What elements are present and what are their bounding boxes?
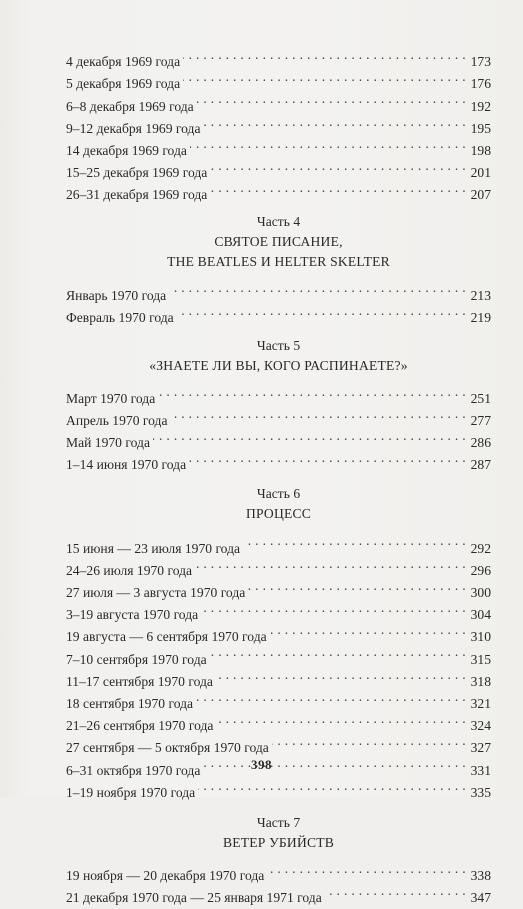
toc-entry-label: 5 декабря 1969 года	[66, 76, 181, 92]
toc-entry-page: 347	[470, 890, 491, 906]
toc-entry-page: 315	[470, 651, 491, 667]
part-heading-6	[66, 484, 491, 524]
toc-entry-page: 201	[470, 165, 491, 181]
toc-group-part-5	[66, 381, 491, 473]
part-number: Часть 5	[256, 337, 301, 353]
leader-dots	[270, 619, 466, 641]
part-heading-5	[66, 336, 491, 376]
toc-entry-page: 287	[470, 457, 491, 473]
toc-entry-label: Май 1970 года	[66, 435, 150, 451]
toc-entry-label: 14 декабря 1969 года	[66, 142, 187, 158]
leader-dots	[210, 155, 466, 177]
part-number: Часть 7	[256, 814, 301, 830]
toc-entry	[66, 277, 491, 303]
toc-entry-page: 318	[470, 673, 491, 689]
toc-entry-label: 15 июня — 23 июля 1970 года	[66, 540, 241, 556]
toc-entry-label: 7–10 сентября 1970 года	[66, 651, 207, 667]
toc-entry-label: 21 декабря 1970 года — 25 января 1971 года	[66, 890, 322, 906]
toc-entry-label: 6–8 декабря 1969 года	[66, 98, 194, 114]
toc-entry-label: 27 июля — 3 августа 1970 года	[66, 585, 246, 600]
toc-entry-label: 3–19 августа 1970 года	[66, 607, 199, 623]
toc-entry	[66, 44, 491, 70]
part-title-line: ВЕТЕР УБИЙСТВ	[222, 834, 335, 850]
leader-dots	[201, 597, 466, 619]
part-heading-4	[66, 212, 491, 272]
leader-dots	[204, 111, 466, 133]
leader-dots	[216, 708, 466, 730]
toc-entry-label: 9–12 декабря 1969 года	[66, 120, 201, 136]
leader-dots	[243, 530, 466, 552]
leader-dots	[189, 447, 466, 469]
toc-entry-page: 331	[470, 762, 491, 778]
toc-entry-page: 338	[470, 867, 491, 883]
toc-entry-label: Февраль 1970 года	[66, 309, 174, 325]
toc-entry-page: 219	[470, 309, 491, 325]
leader-dots	[158, 381, 466, 403]
leader-dots	[267, 858, 466, 880]
toc-entry-label: 19 августа — 6 сентября 1970 года	[66, 629, 267, 645]
toc-entry-page: 327	[470, 740, 491, 756]
toc-entry	[66, 858, 491, 883]
toc-entry-label: Март 1970 года	[66, 390, 156, 406]
toc-entry-page: 192	[470, 98, 491, 114]
toc-entry-page: 292	[470, 540, 491, 556]
leader-dots	[196, 686, 466, 708]
leader-dots	[195, 553, 466, 575]
part-title-line: СВЯТОЕ ПИСАНИЕ,	[214, 234, 343, 250]
toc-entry-label: 21–26 сентября 1970 года	[66, 718, 214, 734]
toc-entry-label: 24–26 июля 1970 года	[66, 562, 193, 578]
toc-entry-page: 304	[470, 607, 491, 623]
toc-entry-label: 27 сентября — 5 октября 1970 года	[66, 740, 269, 756]
toc-entry-page: 198	[470, 142, 491, 158]
toc-entry-page: 310	[470, 629, 491, 645]
toc-entry-page: 173	[470, 54, 491, 70]
toc-entry-label: 19 ноября — 20 декабря 1970 года	[66, 867, 265, 883]
toc-entry-label: 1–14 июня 1970 года	[66, 457, 187, 473]
toc-entry-page: 207	[470, 187, 491, 203]
toc-entry-label: 18 сентября 1970 года	[66, 695, 194, 711]
leader-dots	[210, 177, 466, 199]
toc-entry-page: 277	[470, 413, 491, 429]
leader-dots	[177, 300, 466, 322]
toc-entry-page: 286	[470, 435, 491, 451]
leader-dots	[325, 880, 466, 902]
toc-entry-page: 324	[470, 718, 491, 734]
toc-entry-page: 213	[470, 287, 491, 303]
toc-entry-label: 11–17 сентября 1970 года	[66, 673, 213, 689]
toc-entry	[66, 530, 491, 556]
toc-entry-label: 6–31 октября 1970 года	[66, 762, 201, 778]
leader-dots	[170, 403, 466, 425]
toc-entry-page: 251	[470, 390, 491, 406]
toc-entry-label: Апрель 1970 года	[66, 413, 168, 429]
leader-dots	[183, 66, 466, 88]
toc-entry-label: 15–25 декабря 1969 года	[66, 165, 208, 181]
toc-entry-label: 4 декабря 1969 года	[66, 54, 181, 70]
part-number: Часть 4	[256, 214, 301, 230]
leader-dots	[153, 425, 466, 447]
toc-entry-page: 335	[470, 784, 491, 800]
part-title-line: ПРОЦЕСС	[245, 506, 311, 522]
toc-entry-page: 300	[470, 585, 491, 600]
toc-group-december-1969	[66, 44, 491, 203]
toc-group-part-7	[66, 858, 491, 906]
toc-entry-label: Январь 1970 года	[66, 287, 167, 303]
toc-entry-label: 26–31 декабря 1969 года	[66, 187, 208, 203]
table-of-contents	[66, 44, 491, 906]
leader-dots	[197, 88, 466, 110]
leader-dots	[198, 775, 466, 797]
toc-group-part-4	[66, 277, 491, 325]
page-number: 398	[251, 757, 272, 772]
toc-entry-page: 296	[470, 562, 491, 578]
toc-entry-label: 1–19 ноября 1970 года	[66, 784, 196, 800]
part-number: Часть 6	[256, 486, 301, 502]
leader-dots	[272, 730, 466, 752]
toc-entry-page: 321	[470, 695, 491, 711]
part-heading-7	[66, 813, 491, 853]
toc-entry-page: 176	[470, 76, 491, 92]
part-title-line: «ЗНАЕТЕ ЛИ ВЫ, КОГО РАСПИНАЕТЕ?»	[149, 357, 408, 373]
leader-dots	[190, 133, 466, 155]
leader-dots	[169, 277, 466, 299]
leader-dots	[248, 575, 466, 597]
leader-dots	[216, 664, 466, 686]
leader-dots	[183, 44, 466, 66]
part-title-line: THE BEATLES И HELTER SKELTER	[167, 254, 390, 270]
toc-entry-page: 195	[470, 120, 491, 136]
leader-dots	[210, 641, 466, 663]
toc-entry	[66, 381, 491, 406]
